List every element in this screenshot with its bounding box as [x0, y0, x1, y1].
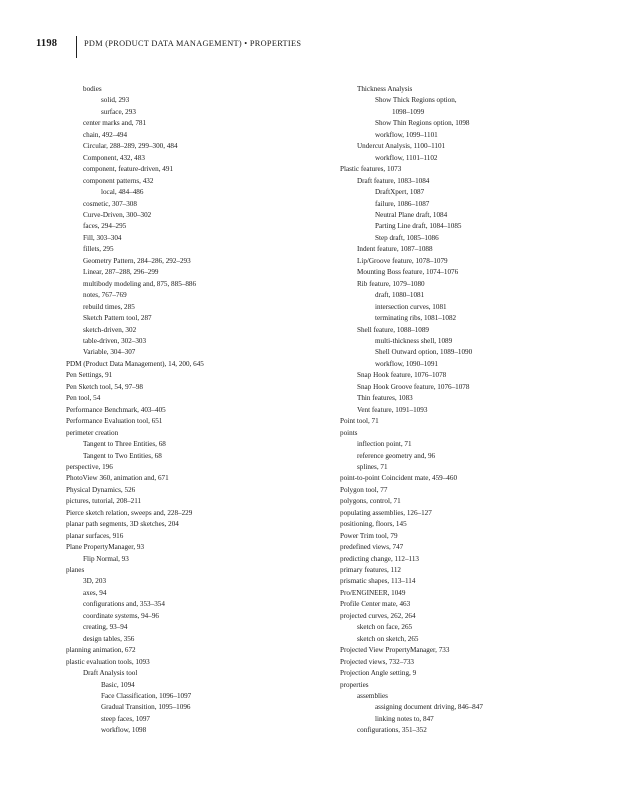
index-entry: Draft Analysis tool	[83, 669, 138, 678]
index-entry: Indent feature, 1087–1088	[357, 245, 433, 254]
index-entry: Sketch Pattern tool, 287	[83, 314, 152, 323]
index-entry: chain, 492–494	[83, 130, 128, 139]
index-entry: perspective, 196	[66, 462, 113, 471]
index-entry: Pen Sketch tool, 54, 97–98	[66, 382, 143, 391]
index-entry: planar surfaces, 916	[66, 531, 124, 540]
index-column-left	[66, 84, 336, 737]
index-entry: Projected View PropertyManager, 733	[340, 646, 450, 655]
index-entry: 3D, 203	[83, 577, 107, 586]
index-entry: Power Trim tool, 79	[340, 531, 398, 540]
index-entry: rebuild times, 285	[83, 302, 135, 311]
index-entry: terminating ribs, 1081–1082	[375, 314, 457, 323]
index-entry: multibody modeling and, 875, 885–886	[83, 279, 197, 288]
index-entry: pictures, tutorial, 208–211	[66, 497, 142, 506]
index-entry: component patterns, 432	[83, 176, 154, 185]
index-entry: Thickness Analysis	[357, 85, 413, 93]
index-entry: Vent feature, 1091–1093	[357, 405, 428, 414]
index-entry: workflow, 1098	[101, 726, 147, 735]
index-entry: Snap Hook Groove feature, 1076–1078	[357, 382, 470, 391]
index-entry: Mounting Boss feature, 1074–1076	[357, 268, 459, 277]
index-entry: PDM (Product Data Management), 14, 200, 645	[66, 359, 204, 368]
index-entry: Snap Hook feature, 1076–1078	[357, 371, 447, 380]
index-entry: design tables, 356	[83, 634, 135, 643]
index-entry: Neutral Plane draft, 1084	[375, 210, 448, 219]
index-entry: Polygon tool, 77	[340, 485, 388, 494]
index-entry: Performance Benchmark, 403–405	[66, 405, 166, 414]
index-entry: steep faces, 1097	[101, 714, 150, 723]
index-entry: Show Thin Regions option, 1098	[375, 119, 470, 128]
index-entry: intersection curves, 1081	[375, 302, 447, 311]
index-entry: Step draft, 1085–1086	[375, 233, 439, 242]
index-entry: fillets, 295	[83, 245, 114, 254]
index-entry: predicting change, 112–113	[340, 554, 419, 563]
index-entry: Curve-Driven, 300–302	[83, 210, 152, 219]
index-entry: sketch on sketch, 265	[357, 634, 419, 643]
index-entry: prismatic shapes, 113–114	[340, 577, 416, 586]
index-entry: cosmetic, 307–308	[83, 199, 137, 208]
index-entry: draft, 1080–1081	[375, 291, 425, 300]
index-entry: Geometry Pattern, 284–286, 292–293	[83, 256, 191, 265]
index-entry: DraftXpert, 1087	[375, 188, 425, 197]
index-entry: inflection point, 71	[357, 440, 412, 449]
index-entry: Face Classification, 1096–1097	[101, 692, 192, 701]
index-entry: configurations, 351–352	[357, 726, 427, 735]
index-entry: Circular, 288–289, 299–300, 484	[83, 142, 178, 151]
running-head: PDM (PRODUCT DATA MANAGEMENT) • PROPERTIES	[84, 39, 302, 48]
index-entry: Variable, 304–307	[83, 348, 136, 357]
index-entry: Fill, 303–304	[83, 233, 122, 242]
index-entry: multi-thickness shell, 1089	[375, 336, 453, 345]
index-entry: table-driven, 302–303	[83, 336, 147, 345]
index-entry: axes, 94	[83, 588, 107, 597]
index-entry: Draft feature, 1083–1084	[357, 176, 430, 185]
index-entry: Undercut Analysis, 1100–1101	[357, 142, 446, 151]
index-entry: center marks and, 781	[83, 119, 147, 128]
index-entry: sketch on face, 265	[357, 623, 413, 632]
index-entry: Gradual Transition, 1095–1096	[101, 703, 191, 712]
index-entry: planar path segments, 3D sketches, 204	[66, 520, 179, 529]
index-entry: Rib feature, 1079–1080	[357, 279, 425, 288]
index-entry: Pro/ENGINEER, 1049	[340, 588, 406, 597]
index-entry: Projection Angle setting, 9	[340, 669, 417, 678]
index-entry: Component, 432, 483	[83, 153, 145, 162]
index-entry: reference geometry and, 96	[357, 451, 436, 460]
index-entry: bodies	[83, 85, 102, 93]
index-entry: Tangent to Three Entities, 68	[83, 440, 166, 449]
index-entry: assemblies	[357, 692, 388, 701]
index-entry: primary features, 112	[340, 566, 402, 575]
index-entry: Parting Line draft, 1084–1085	[375, 222, 462, 231]
index-entry: Projected views, 732–733	[340, 657, 414, 666]
index-entry: creating, 93–94	[83, 623, 128, 632]
index-entry: Physical Dynamics, 526	[66, 485, 136, 494]
index-entry: workflow, 1090–1091	[375, 359, 439, 368]
index-entry: 1098–1099	[392, 107, 425, 116]
index-entry: coordinate systems, 94–96	[83, 611, 159, 620]
index-entry: points	[340, 428, 358, 437]
index-entry: populating assemblies, 126–127	[340, 508, 432, 517]
index-entry: Plane PropertyManager, 93	[66, 543, 145, 552]
index-entry: Shell feature, 1088–1089	[357, 325, 429, 334]
index-entry: Thin features, 1083	[357, 394, 413, 403]
index-entry: Basic, 1094	[101, 680, 135, 689]
index-entry: planning animation, 672	[66, 646, 136, 655]
index-entry: Profile Center mate, 463	[340, 600, 411, 609]
index-entry: faces, 294–295	[83, 222, 127, 231]
index-entry: surface, 293	[101, 107, 136, 116]
index-entry: linking notes to, 847	[375, 714, 434, 723]
index-entry: Show Thick Regions option,	[375, 96, 457, 105]
index-entry: Point tool, 71	[340, 417, 379, 426]
page-number: 1198	[36, 38, 58, 49]
index-entry: notes, 767–769	[83, 291, 127, 300]
index-entry: workflow, 1099–1101	[375, 130, 438, 139]
index-entry: PhotoView 360, animation and, 671	[66, 474, 169, 483]
index-entry: configurations and, 353–354	[83, 600, 165, 609]
index-entry: assigning document driving, 846–847	[375, 703, 483, 712]
index-entry: failure, 1086–1087	[375, 199, 430, 208]
index-entry: properties	[340, 680, 369, 689]
index-entry: solid, 293	[101, 96, 130, 105]
index-entry: sketch-driven, 302	[83, 325, 137, 334]
index-entry: plastic evaluation tools, 1093	[66, 657, 150, 666]
index-entry: planes	[66, 566, 85, 575]
index-entry: point-to-point Coincident mate, 459–460	[340, 474, 458, 483]
index-entry: positioning, floors, 145	[340, 520, 407, 529]
index-entry: Flip Normal, 93	[83, 554, 129, 563]
index-entry: component, feature-driven, 491	[83, 165, 174, 174]
index-entry: projected curves, 262, 264	[340, 611, 416, 620]
index-entry: splines, 71	[357, 462, 388, 471]
index-entry: Plastic features, 1073	[340, 165, 402, 174]
index-entry: Shell Outward option, 1089–1090	[375, 348, 473, 357]
index-entry: Pen Settings, 91	[66, 371, 113, 380]
index-entry: Pierce sketch relation, sweeps and, 228–229	[66, 508, 193, 517]
index-entry: local, 484–486	[101, 188, 144, 197]
index-entry: polygons, control, 71	[340, 497, 401, 506]
index-entry: Linear, 287–288, 296–299	[83, 268, 159, 277]
index-entry: perimeter creation	[66, 428, 119, 437]
index-entry: Pen tool, 54	[66, 394, 101, 403]
index-entry: predefined views, 747	[340, 543, 404, 552]
index-entry: Performance Evaluation tool, 651	[66, 417, 163, 426]
index-entry: Lip/Groove feature, 1078–1079	[357, 256, 448, 265]
index-entry: workflow, 1101–1102	[375, 153, 438, 162]
index-entry: Tangent to Two Entities, 68	[83, 451, 162, 460]
index-column-right	[340, 84, 610, 737]
header-divider	[76, 36, 77, 58]
